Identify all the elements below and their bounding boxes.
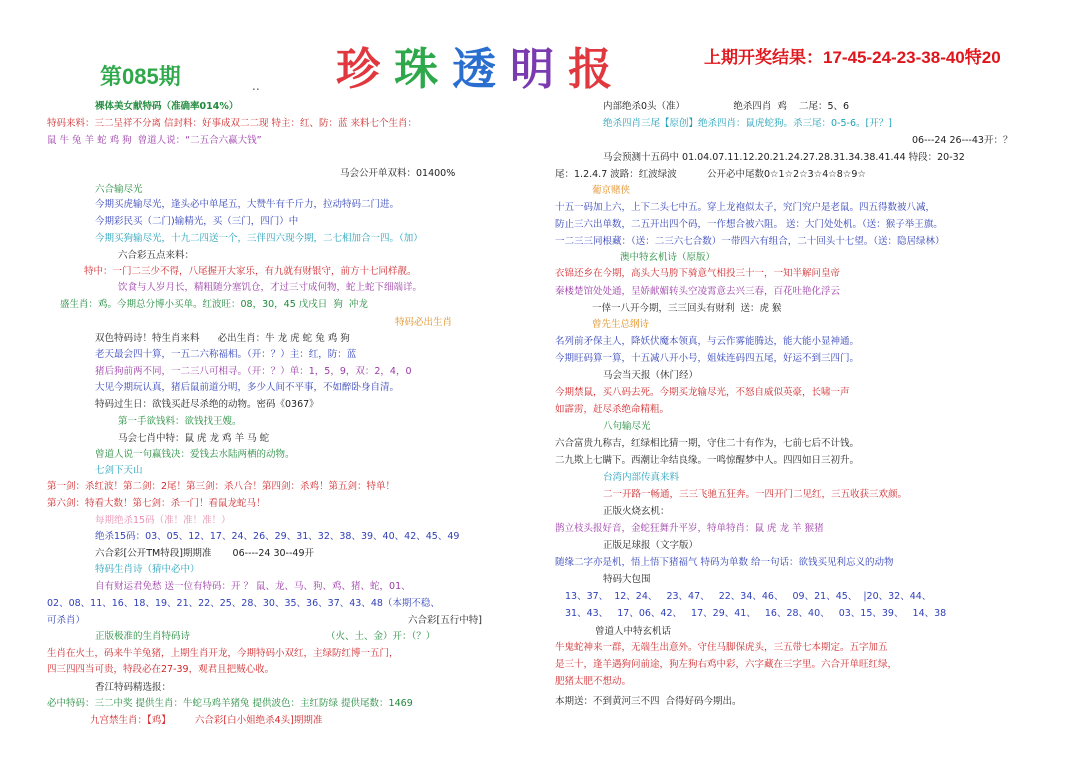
line: 第一手欲钱料：欲钱找王嫂。 [118,416,242,427]
title-char-2: 珠 [394,44,439,95]
masthead-title [326,32,613,95]
line: 衣锦还乡在今期，高头大马胯下骑意气相投三十一，一知半解问皇帝 [555,268,841,279]
line: 六合彩五点来料： [118,250,195,261]
line: 鼠 牛 兔 羊 蛇 鸡 狗 曾道人说：“二五合六赢大钱” [47,135,262,146]
line: 如霹雳，赶尽杀绝命精粗。 [555,404,670,415]
line: 猪后狗前两不同，一二三八可相寻。（开：？）单：1，5，9，双：2，4，0 [95,366,412,377]
line: 六合彩[公开TM特段]期期准 06----24 30--49开 [95,548,314,559]
line: 盛生肖：鸡。今期总分博小买单。红波旺：08，30，45 戊戌日 狗 冲龙 [60,299,368,310]
line: 每期绝杀15码（准！准！准！） [95,515,231,526]
line: 31、43、 17、06、42、 17、29、41、 16、28、40、 03、15、39、 14、38 [565,608,947,619]
line: 马会公开单双料：01400% [340,168,456,179]
line: 饮食与人岁月长，精粗随分塞饥仓，才过三寸成何物，蛇上蛇下细端详。 [118,282,423,293]
line: 绝杀15码：03、05、12、17、24、26、29、31、32、38、39、40、42、45、49 [95,531,460,542]
line: 第一剑：杀红波！第二剑：2尾！第三剑：杀八合！第四剑：杀鸡！第五剑：特单！ [47,481,396,492]
line: 四三四四当可贵，特段必在27-39，观君且把贼心收。 [47,664,275,675]
last-draw-result: 上期开奖结果：17-45-24-23-38-40特20 [704,48,1001,67]
line: 特码大包围 [603,574,651,585]
line: 06---24 26---43开：？ [912,135,1013,146]
line: 13、37、 12、24、 23、47、 22、34、46、 09、21、45、 |20、32、44、 [565,591,932,602]
line: 正版火烧玄机： [603,506,670,517]
title-char-3: 透 [452,44,497,95]
line: 八句输尽光 [603,421,651,432]
line: 双色特码诗！特生肖来料 必出生肖：牛 龙 虎 蛇 兔 鸡 狗 [95,333,350,344]
line: 曾道人中特玄机话 [595,626,672,637]
line: 六合富贵九称吉，红绿相比猜一期，守住二十有作为，七前七后不计钱。 [555,438,860,449]
line: 特码来料：三二呈祥不分离 信封料：好事成双二二现 特主：红、防：蓝 来料七个生肖： [47,118,418,129]
line: 台湾内部传真来料 [603,472,680,483]
line: 今期禁鼠，买八码去死。今期买龙输尽光，不怒自威似英豪，长啸一声 [555,387,850,398]
line: 六合输尽光 [95,184,143,195]
decorative-dots: .. [252,79,260,93]
line: 是三十，逢羊遇狗问前途，狗左狗右鸡中彩，六字藏在三字里。六合开单旺红绿， [555,659,898,670]
line: 九宫禁生肖：【鸡】 六合彩[白小姐绝杀4头]期期准 [90,715,323,726]
line: 澳中特玄机诗（原版） [620,252,716,263]
issue-number: 第085期 [100,64,181,89]
line: 二一开路一畅通，三三飞驰五狂奔。一四开门二见红，三五收获三欢颜。 [603,489,908,500]
line: 02、08、11、16、18、19、21、22、25、28、30、35、36、37、43、48（本期不稳、 [47,598,440,609]
line: 尾：1.2.4.7 波路：红波绿波 公开必中尾数0☆1☆2☆3☆4☆8☆9☆ [555,169,866,180]
line: 十五一码加上六，上下二头七中五。穿上龙袍似太子，究门究户是老鼠。四五得数被八减， [555,202,936,213]
line: 马会预测十五码中 01.04.07.11.12.20.21.24.27.28.31.34.38.41.44 特段：20-32 [603,152,965,163]
line: 曾道人说一句赢钱决：爱钱去水陆两栖的动物。 [95,449,295,460]
line: 大见今期玩认真，猪后鼠前道分明，多少人间不平事，不如醉卧身自清。 [95,382,400,393]
line: 裸体美女献特码（准确率014%） [95,101,239,112]
line: 一二三三同根藏：（送：二三六七合数）一带四六有组合，二十回头十七望。（送：隐居绿林） [555,236,945,247]
line: 生肖在火土，码来牛羊兔猪，上期生肖开龙，今期特码小双红，主绿防红博一五门， [47,648,399,659]
line: 正版极准的生肖特码诗 [95,631,191,642]
line: 马会当天报（休门经） [603,370,699,381]
line: 特码必出生肖 [395,317,453,328]
line: 今期旺码算一算，十五减八开小号，姐妹连码四五尾，好运不到三四门。 [555,353,860,364]
line: （火、土、金）开：（？） [326,631,436,642]
line: 本期送：不到黄河三不四 合得好码今期出。 [555,696,742,707]
line: 必中特码：三二中奖 提供生肖：牛蛇马鸡羊猪兔 提供波色：主红防绿 提供尾数：1469 [47,698,413,709]
line: 特码生肖诗（猜中必中） [95,564,200,575]
line: 特中：一门二三少不得，八尾握开大家乐，有九就有财银守，前方十七同样靓。 [84,266,417,277]
line: 马会七肖中特：鼠 虎 龙 鸡 羊 马 蛇 [118,433,270,444]
line: 特码过生日：欲钱买赶尽杀绝的动物。密码《0367》 [95,399,319,410]
line: 第六剑：特看大数！第七剑：杀一门！看鼠龙蛇马！ [47,498,266,509]
line: 鹊立枝头报好音，金蛇狂舞升平岁，特单特肖：鼠 虎 龙 羊 猴猪 [555,523,824,534]
line: 今期买狗输尽光，十九二四送一个，三伴四六现今期，二七相加合一四。（加） [95,233,423,244]
line: 自有财运君免愁 送一位有特码：开 ？ 鼠、龙、马、狗、鸡、猪、蛇，01、 [95,581,411,592]
line: 防止三六出单数，二五开出四个码，一作想合被六阻。 送：大门处处机。（送：猴子举王旗。 [555,219,943,230]
title-char-4: 明 [510,44,555,95]
line: 牛鬼蛇神来一群，无端生出意外。守住马脚保虎头，三五带七本期定。五字加五 [555,642,888,653]
line: 肥猪太肥不想动。 [555,676,632,687]
line: 内部绝杀0头（准） 绝杀四肖 鸡 二尾：5、6 [603,101,850,112]
line: 绝杀四肖三尾【原创】绝杀四肖：鼠虎蛇狗。杀三尾：0-5-6。[开？] [603,118,892,129]
line: 秦楼楚馆处处通，呈娇献媚转头空凌霄意去兴三春，百花吐艳化浮云 [555,286,841,297]
line: 香江特码精选报： [95,682,172,693]
line: 正版足球报（文字版） [603,540,699,551]
line: 今期买虎输尽光，逢头必中单尾五，大赞牛有千斤力，拉动特码二门进。 [95,199,400,210]
line: 葡京赌侠 [592,185,631,196]
line: 二九欺上七瞒下。西潮让伞结良缘。一鸣惊醒梦中人。四四如日三初升。 [555,455,860,466]
line: 一倖一八开今期，三三回头有财利 送：虎 猴 [592,303,782,314]
line: 随缘二字亦是机，悟上悟下猪福气 特码为单数 给一句话：欲钱买见利忘义的动物 [555,557,894,568]
line: 今期彩民买（二门)输精光，买（三门，四门）中 [95,216,299,227]
line: 老天最会四十算，一五二六称福相。（开：？）主：红，防：蓝 [95,349,357,360]
line: 名列前矛保主人，降妖伏魔本领真，与云作雾能腾达，能大能小显神通。 [555,336,860,347]
line: 七剑下天山 [95,465,143,476]
line: 六合彩[五行中特] [408,615,482,626]
line: 可杀肖） [47,615,86,626]
line: 曾先生总纲诗 [592,319,650,330]
title-char-5: 报 [568,44,613,95]
title-char-1: 珍 [336,44,381,95]
